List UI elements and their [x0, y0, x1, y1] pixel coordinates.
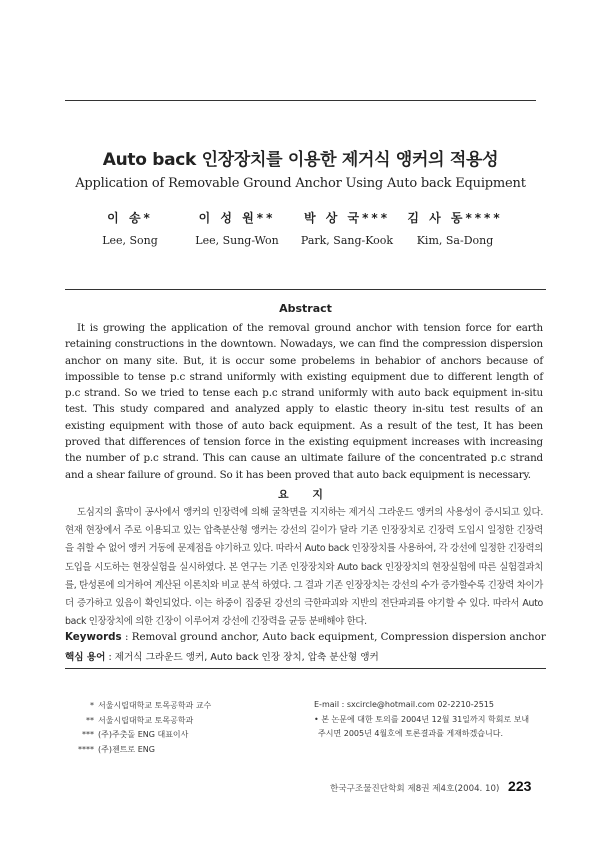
author	[70, 209, 190, 247]
page-number: 223	[508, 778, 532, 794]
keywords-values-korean: 제거식 그라운드 앵커, Auto back 인장 장치, 압축 분산형 앵커	[114, 652, 379, 663]
keywords-korean: 핵심 용어 : 제거식 그라운드 앵커, Auto back 인장 장치, 압축 분산형 앵커	[65, 652, 379, 663]
author-name-english: Lee, Sung-Won	[195, 234, 279, 247]
author-name-korean: 김 사 동****	[407, 211, 503, 225]
korean-abstract-text: 도심지의 흙막이 공사에서 앵커의 인장력에 의해 굴착면을 지지하는 제거식 그라운드 앵커의 사용성이 증시되고 있다. 현재 현장에서 주로 이용되고 있는 압축분산형 앵커는 강선의 길이가 달라 기존 인장장치로 긴장력 도입시 일정한 긴장력을 취할 수 없어 앵커 거동에 문제점을 야기하고 있다. 따라서 Auto back 인장장치를 사용하여, 각 강선에 일정한 긴장력의 도입을 시도하는 현장실험을 실시하였다. 본 연구는 기존 인장장치와 Auto back 인장장치의 현장실험에 따른 실험결과치를, 탄성론에 의거하여 계산된 이론치와 비교 분석 하였다. 그 결과 기존 인장장치는 강선의 수가 증가할수록 긴장력 차이가 더 증가하고 있음이 확인되었다. 이는 하중이 집중된 강선의 극한파괴와 지반의 전단파괴를 야기할 수 있다. 따라서 Auto back 인장장치에 의한 긴장이 이루어져 강선에 긴장력을 균등 분배해야 한다.	[65, 507, 543, 628]
affiliation-item: **** (주)젠트로 ENG	[78, 744, 155, 754]
abstract-section	[65, 289, 546, 666]
author-name-korean: 박 상 국***	[304, 211, 390, 225]
affiliation-item: * 서울시립대학교 토목공학과 교수	[90, 701, 212, 710]
affiliation-item: *** (주)주춧돌 ENG 대표이사	[82, 730, 189, 740]
author	[287, 209, 407, 247]
affiliation-item: ** 서울시립대학교 토목공학과	[86, 715, 194, 725]
journal-info: 한국구조물진단학회 제8권 제4호(2004. 10)	[330, 784, 500, 794]
affiliation-list	[72, 699, 292, 757]
author-name-english: Kim, Sa-Dong	[416, 234, 494, 247]
email-line: E-mail : sxcircle@hotmail.com 02-2210-2515	[314, 700, 494, 709]
author-name-korean: 이 송*	[107, 211, 153, 225]
paper-title-english: Application of Removable Ground Anchor Using Auto back Equipment	[75, 176, 526, 191]
author	[177, 209, 297, 247]
keywords-label-korean: 핵심 용어	[65, 652, 106, 663]
keywords-english: Keywords : Removal ground anchor, Auto back equipment, Compression dispersion anchor	[65, 631, 546, 643]
discussion-note-continued: 주시면 2005년 4월호에 토론결과를 게재하겠습니다.	[318, 729, 503, 739]
title-block	[65, 101, 536, 272]
abstract-text: It is growing the application of the removal ground anchor with tension force for earth retaining constructions in the downtown. Nowadays, we can find the compression dispersion anchor on many site. But, it is occur some probelems in behabior of anchors because of impossible to tense p.c strand uniformly with existing equipment due to different length of p.c strand. So we tried to tense each p.c strand uniformly with auto back equipment in-situ test. This study compared and analyzed apply to elastic theory in-situ test results of an existing equipment with those of auto back equipment. As a result of the test, It has been proved that differences of tension force in the existing equipment increases with increasing the number of p.c strand. This can cause an ultimate failure of the concentrated p.c strand and a shear failure of ground. So it has been proved that auto back equipment is necessary.	[65, 322, 543, 481]
author	[395, 209, 515, 247]
discussion-note: • 본 논문에 대한 토의를 2004년 12월 31일까지 학회로 보내	[314, 714, 530, 724]
author-name-english: Lee, Song	[102, 234, 158, 247]
korean-abstract-heading: 요 지	[277, 488, 334, 501]
author-name-korean: 이 성 원**	[198, 211, 276, 225]
abstract-heading: Abstract	[279, 302, 332, 315]
keywords-label: Keywords	[65, 631, 122, 643]
author-name-english: Park, Sang-Kook	[300, 234, 394, 247]
paper-title-korean: Auto back 인장장치를 이용한 제거식 앵커의 적용성	[102, 150, 499, 170]
contact-info	[314, 698, 554, 742]
page-footer	[330, 778, 545, 794]
footnote-rule	[65, 668, 546, 669]
keywords-values: Removal ground anchor, Auto back equipment, Compression dispersion anchor	[131, 631, 546, 643]
